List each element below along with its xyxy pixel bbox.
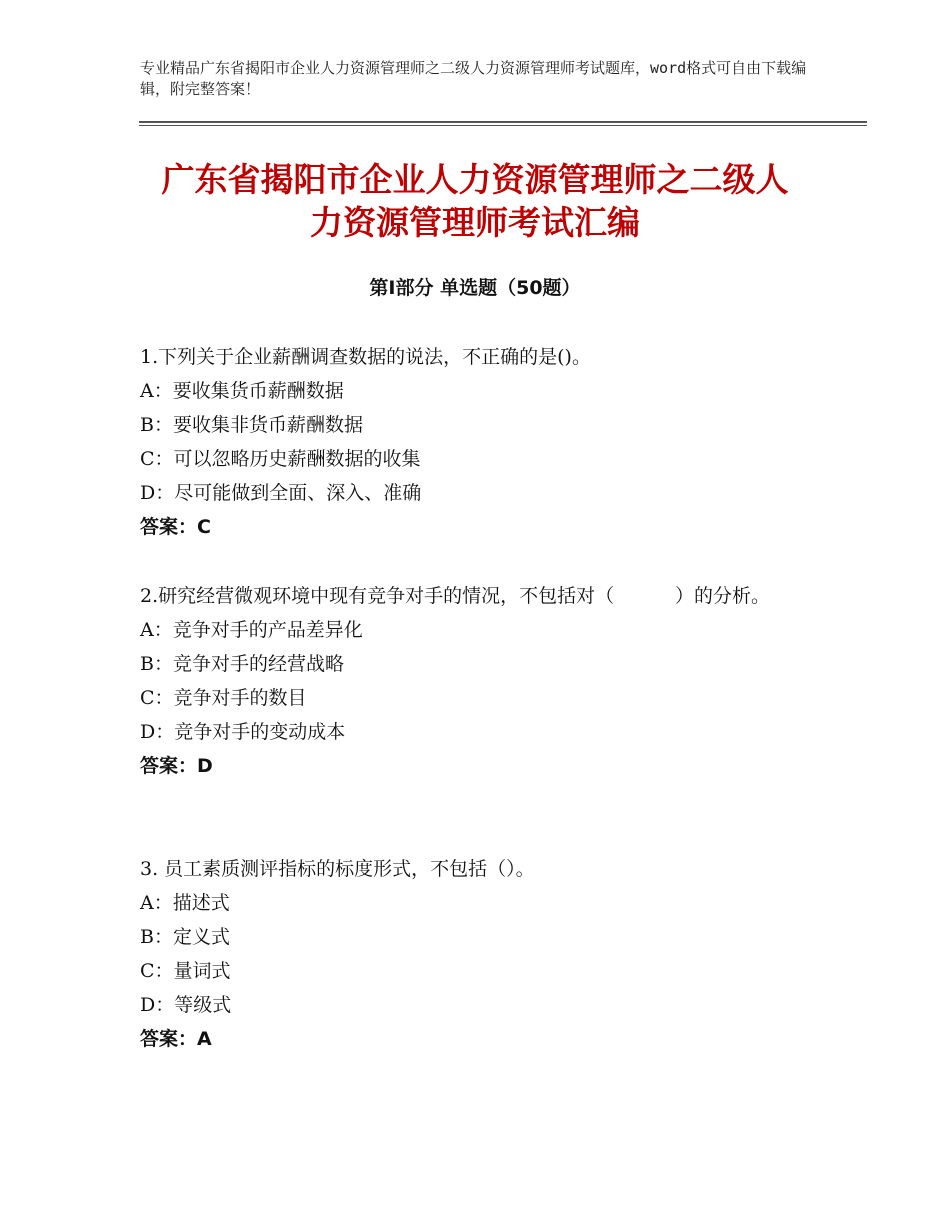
header-rule-thin [139,125,867,126]
answer: 答案：A [140,1028,212,1050]
answer: 答案：C [140,516,211,538]
question-2 [140,579,800,783]
option-b: B：竞争对手的经营战略 [140,653,344,675]
section-title: 第Ⅰ部分 单选题（50题） [369,277,581,299]
question-stem: 3. 员工素质测评指标的标度形式，不包括（）。 [140,858,535,880]
option-c: C：竞争对手的数目 [140,687,307,709]
option-d: D：竞争对手的变动成本 [140,721,346,743]
option-d: D：尽可能做到全面、深入、准确 [140,482,422,504]
header-rule-thick [139,121,867,123]
option-b: B：要收集非货币薪酬数据 [140,414,363,436]
title-line-2: 力资源管理师考试汇编 [310,203,640,242]
title-line-1: 广东省揭阳市企业人力资源管理师之二级人 [161,160,789,199]
document-title [100,158,850,244]
option-a: A：描述式 [140,892,230,914]
option-d: D：等级式 [140,994,232,1016]
option-a: A：要收集货币薪酬数据 [140,380,344,402]
question-stem [140,579,800,613]
question-stem-part-2: ）的分析。 [674,585,770,607]
option-c: C：量词式 [140,960,231,982]
question-stem-part-1: 2.研究经营微观环境中现有竞争对手的情况，不包括对（ [140,585,615,607]
question-1 [140,340,820,544]
option-a: A：竞争对手的产品差异化 [140,619,363,641]
answer: 答案：D [140,755,213,777]
option-b: B：定义式 [140,926,230,948]
question-3 [140,852,820,1056]
question-stem: 1.下列关于企业薪酬调查数据的说法，不正确的是()。 [140,346,591,368]
header-note: 专业精品广东省揭阳市企业人力资源管理师之二级人力资源管理师考试题库，word格式可自由下载编辑，附完整答案！ [140,59,807,98]
option-c: C：可以忽略历史薪酬数据的收集 [140,448,421,470]
